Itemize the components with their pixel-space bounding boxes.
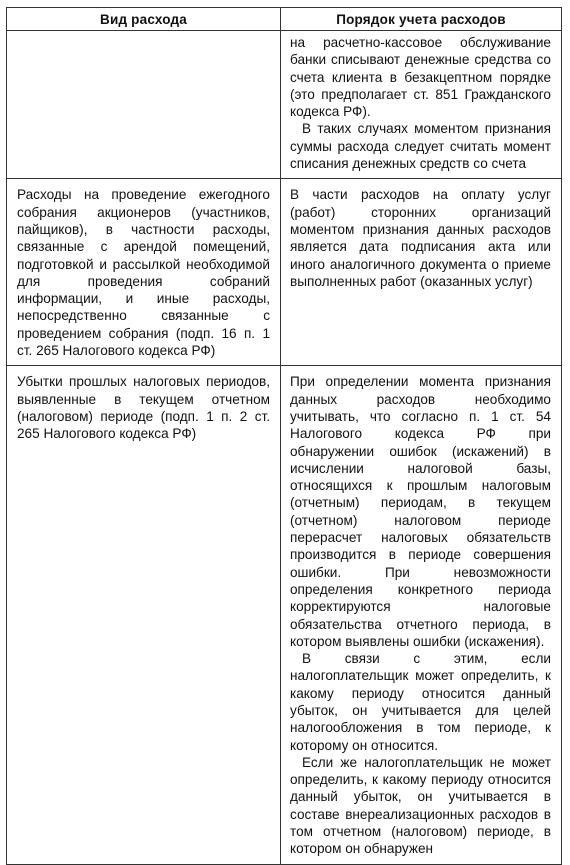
table-row (7, 31, 562, 179)
table-row (7, 366, 562, 864)
table-row (7, 179, 562, 366)
row3-expense-type-cell (7, 366, 281, 864)
row1-expense-type-cell (7, 31, 281, 179)
table-header-row (7, 8, 562, 31)
row3-procedure-cell (281, 366, 562, 864)
expense-table (6, 7, 562, 865)
header-expense-type: Вид расхода (7, 8, 281, 31)
row2-procedure-cell (281, 179, 562, 366)
row1-procedure-paragraph-1: на расчетно-кассовое обслуживание банки списывают денежные средства со счета клиента в безакцептном порядке (это предполагает ст. 851 Гражданского кодекса РФ). (290, 35, 551, 120)
row3-procedure-paragraph-2: В связи с этим, если налогоплательщик может определить, к какому периоду относится данный убыток, он учитывается для целей налогообложения в том периоде, к которому он относится. (290, 651, 551, 753)
row2-procedure-paragraph-1: В части расходов на оплату услуг (работ) сторонних организаций моментом признания данных расходов является дата подписания акта или иного аналогичного документа о приеме выполненных работ (оказанных услуг) (290, 187, 551, 289)
header-accounting-procedure: Порядок учета расходов (281, 8, 562, 31)
row2-expense-type-text: Расходы на проведение ежегодного собрания акционеров (участников, пайщиков), в частности расходы, связанные с арендой помещений, подготовкой и рассылкой необходимой для проведения собраний информации, и иные расходы, непосредственно связанные с проведением собрания (подп. 16 п. 1 ст. 265 Налогового кодекса РФ) (17, 187, 270, 359)
row1-procedure-cell (281, 31, 562, 179)
row3-expense-type-text: Убытки прошлых налоговых периодов, выявленные в текущем отчетном (налоговом) периоде (подп. 1 п. 2 ст. 265 Налогового кодекса РФ) (17, 374, 270, 442)
row3-procedure-paragraph-3: Если же налогоплательщик не может определить, к какому периоду относится данный убыток, он учитывается в составе внереализационных расходов в том отчетном (налоговом) периоде, в котором он обнаружен (290, 754, 551, 857)
row2-expense-type-cell (7, 179, 281, 366)
row3-procedure-paragraph-1: При определении момента признания данных расходов необходимо учитывать, что согласно п. 1 ст. 54 Налогового кодекса РФ при обнаружении ошибок (искажений) в исчислении налоговой базы, относящихся к прошлым налоговым (отчетным) периодам, в текущем (отчетном) налоговом периоде перерасчет налоговых обязательств производится в периоде совершения ошибки. При невозможности определения конкретного периода корректируются налоговые обязательства отчетного периода, в котором выявлены ошибки (искажения). (290, 374, 551, 649)
row1-procedure-paragraph-2: В таких случаях моментом признания суммы расхода следует считать момент списания денежных средств со счета (290, 121, 551, 172)
